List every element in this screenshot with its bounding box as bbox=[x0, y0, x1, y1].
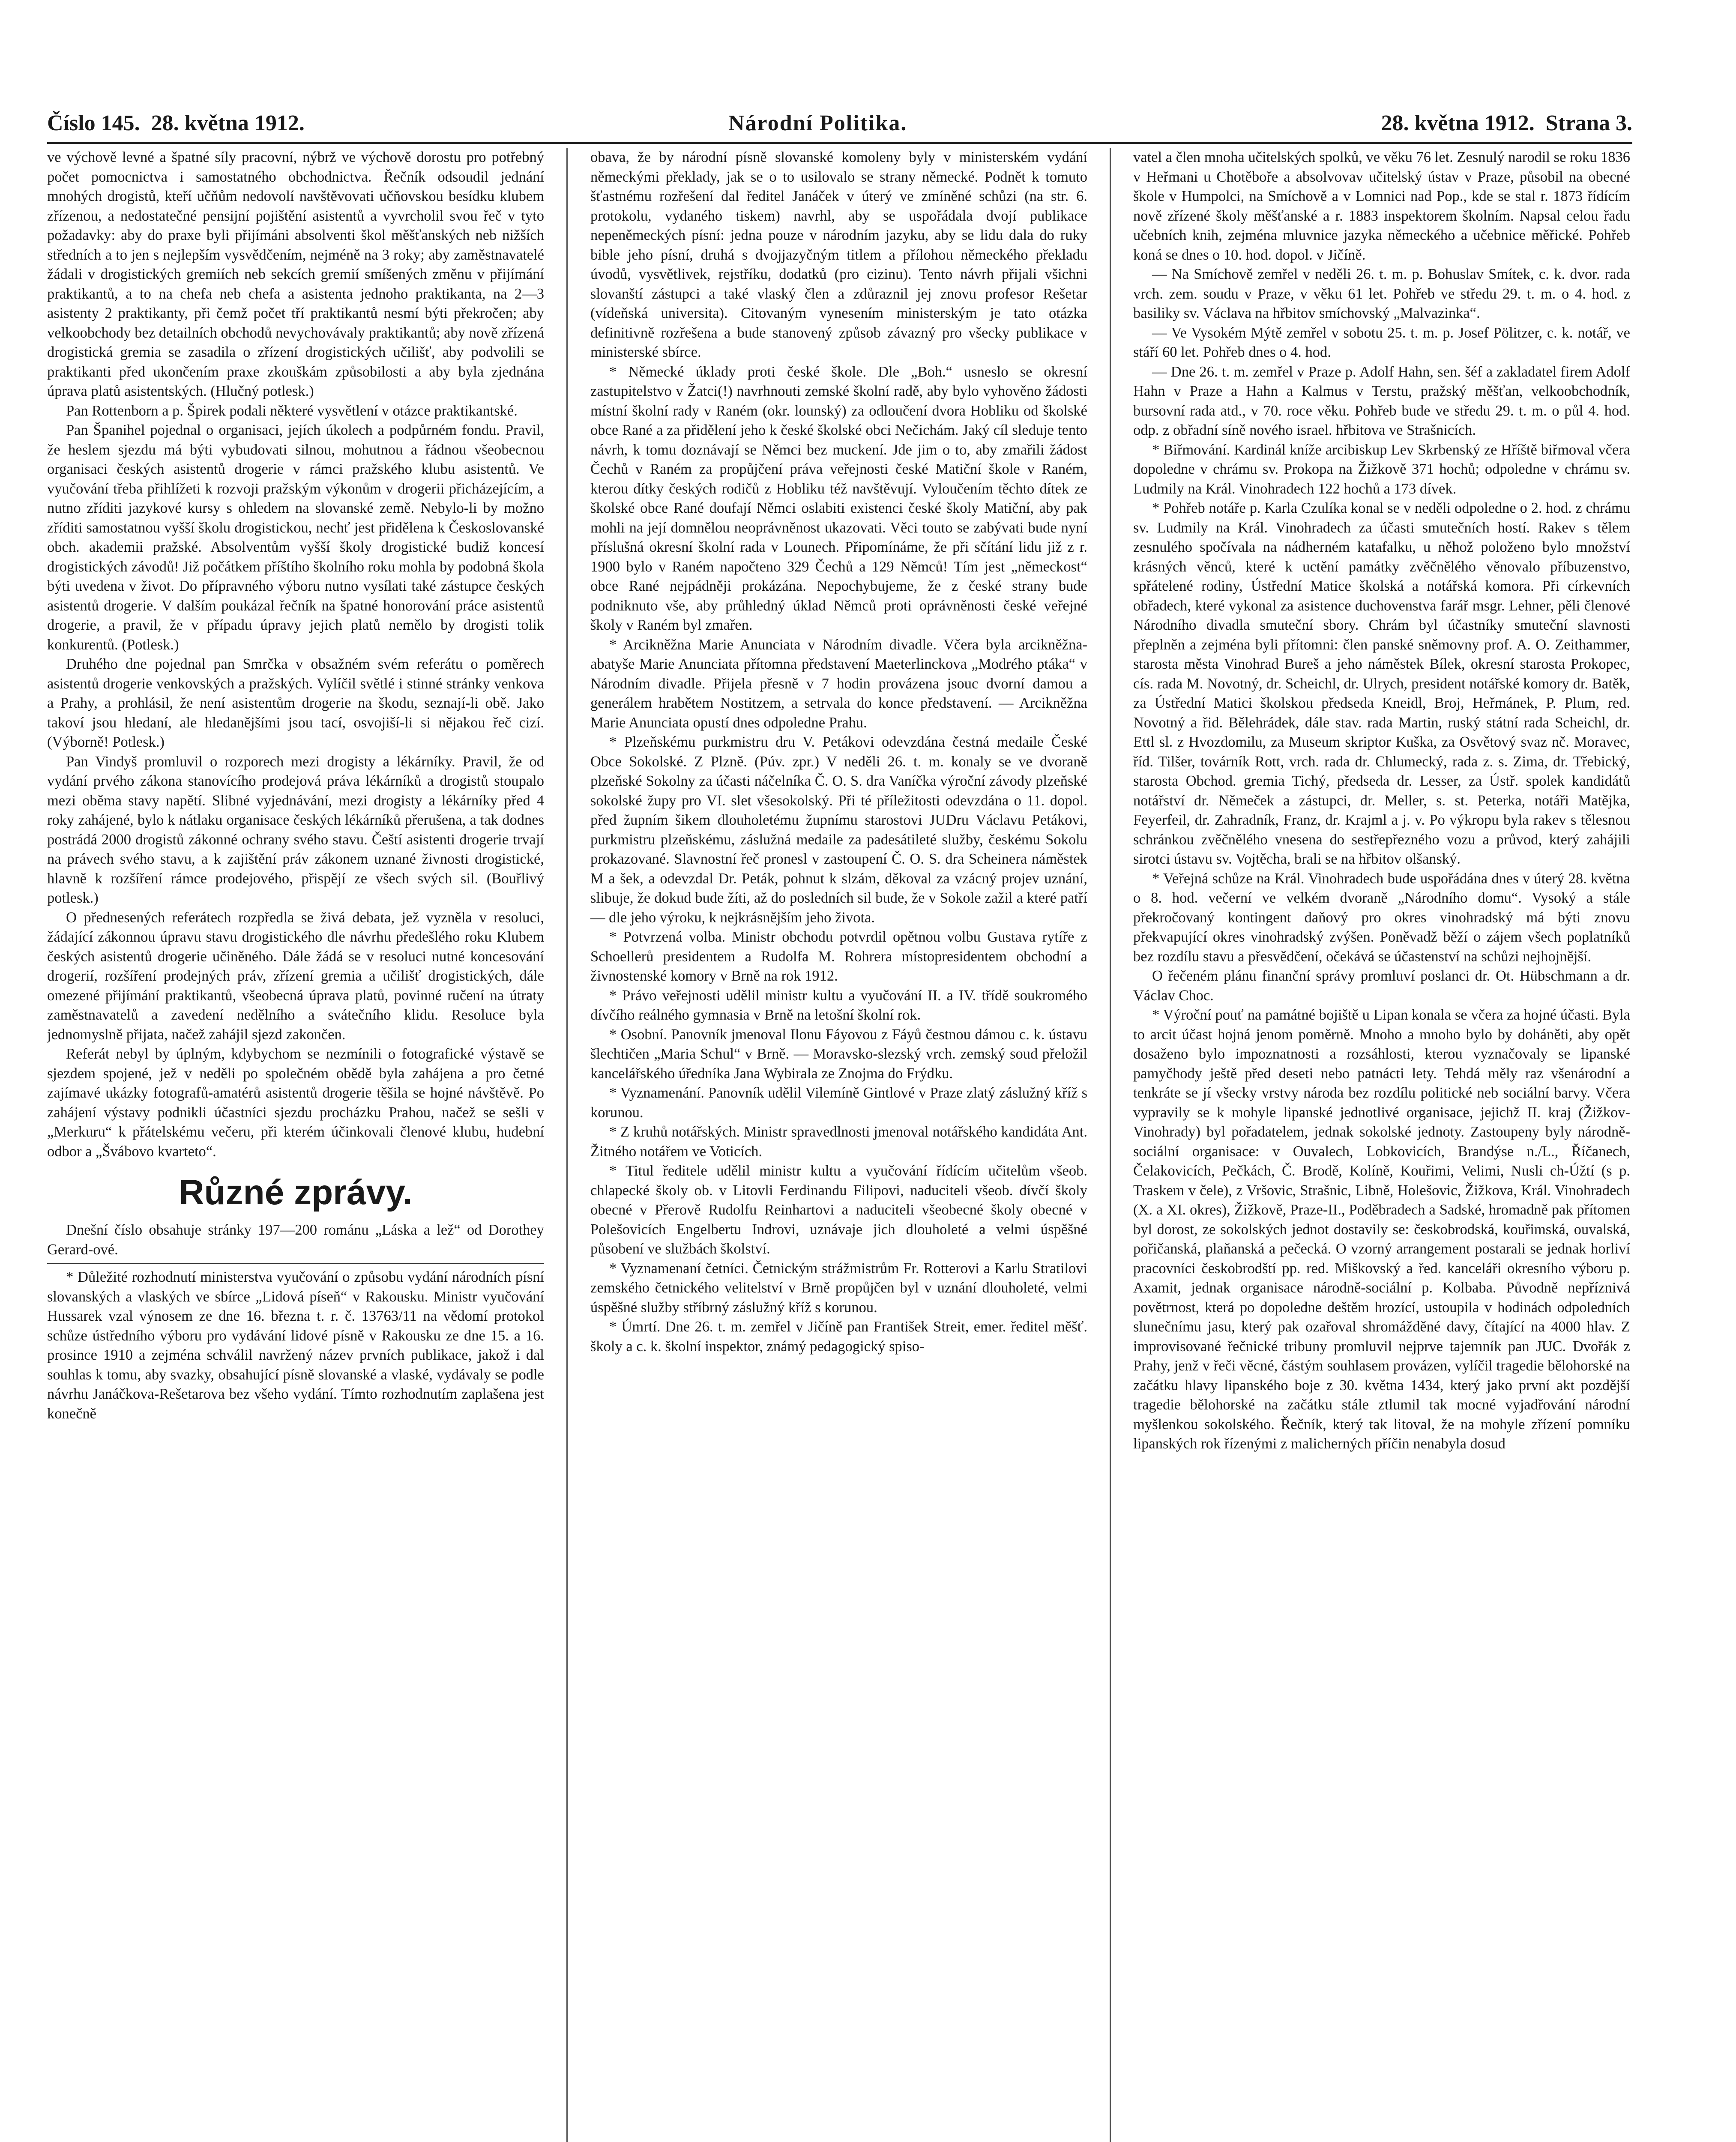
article-paragraph: ve výchově levné a špatné síly pracovní, nýbrž ve výchově dorostu pro potřebný počet pomocnictva i samostatného obchodnictva. Řečník odsoudil jednání mnohých drogistů, kteří učňům nedovolí navštěvovati učňovskou besídku klubem zřízenou, a nedostatečné pensijní pojištění asistentů a vyvrcholil svou řeč v tyto požadavky: aby do praxe byli přijímáni absolventi škol měšťanských neb nižších středních a to jen s nejlepším vysvědčením, nejméně na 3 roky; aby zaměstnavatelé žádali v drogistických gremiích neb sekcích gremií smíšených změnu v přijímání praktikantů, a to na chefa neb chefa a asistenta jednoho praktikanta, na 2—3 asistenty 2 praktikanty, při čemž počet tří praktikantů nesmí býti překročen; aby velkoobchody bez detailních obchodů nevychovávaly praktikantů; aby nově zřízená drogistická gremia se zasadila o zřízení drogistických učilišť, aby podvolili se praktikanti před ukončením praxe zkouškám způsobilosti a aby byla zjednána úprava platů asistentských. (Hlučný potlesk.) bbox=[47, 149, 544, 399]
news-item: * Arcikněžna Marie Anunciata v Národním divadle. Včera byla arcikněžna-abatyše Marie Anunciata přítomna představení Maeterlinckova „Modrého ptáka“ v Národním divadle. Přijela přesně v 7 hodin provázena jsouc dvorní damou a generálem hrabětem Nostitzem, a setrvala do konce představení. — Arcikněžna Marie Anunciata opustí dnes odpoledne Prahu. bbox=[590, 636, 1087, 731]
news-item: * Právo veřejnosti udělil ministr kultu a vyučování II. a IV. třídě soukromého dívčího reálného gymnasia v Brně na letošní školní rok. bbox=[590, 987, 1087, 1023]
article-paragraph: Pan Vindyš promluvil o rozporech mezi drogisty a lékárníky. Pravil, že od vydání prvého zákona stanovícího prodejová práva lékárníků a drogistů stoupalo mezi oběma stavy napětí. Slibné vyjednávání, mezi drogisty a lékárníky před 4 roky zahájené, bylo k nátlaku organisace českých lékárníků přerušena, a tak dodnes postrádá 2000 drogistů zákonné ochrany svého stavu. Čeští asistenti drogerie trvají na právech svého stavu, a k zajištění práv zákonem uznané živnosti drogistické, hlavně k rozšíření rámce prodejového, přispějí ze všech svých sil. (Bouřlivý potlesk.) bbox=[47, 753, 544, 906]
column-3 bbox=[1133, 148, 1630, 1454]
news-item: Dnešní číslo obsahuje stránky 197—200 románu „Láska a lež“ od Dorothey Gerard-ové. bbox=[47, 1222, 544, 1258]
news-item: * Výroční pouť na památné bojiště u Lipan konala se včera za hojné účasti. Byla to arcit účast hojná jenom poměrně. Mnoho a mnoho bylo by doháněti, aby opět dosaženo bylo impoznatnosti a rozsáhlosti, kterou vyznačovaly se lipanské pamyčhody ještě před deseti nebo patnácti lety. Tehdá měly raz všenárodní a tenkráte se jí všecky vrstvy národa bez rozdílu politické neb sociální barvy. Včera vypravily se k mohyle lipanské jednotlivé organisace, jejichž II. kraj (Žižkov-Vinohrady) byl pořadatelem, jednak sokolské jednoty. Zastoupeny byly národně-sociální organisace: v Ouvalech, Lobkovicích, Brandýse n./L., Říčanech, Čelakovicích, Pečkách, Č. Brodě, Kolíně, Kouřimi, Velimi, Nusli ch-Úžtí (s p. Traskem v čele), z Vršovic, Strašnic, Libně, Holešovic, Žižkova, Král. Vinohradech (X. a XI. okres), Žižkově, Praze-II., Poděbradech a Sadské, hromadně pak přítomen byl dorost, ze sokolských jednot dostavily se: českobrodská, kouřimská, ouvalská, pořičanská, plaňanská a pečecká. O vzorný arrangement postarali se jednak horliví pracovníci českobrodští pp. red. Miškovský a řed. kanceláři okresního výboru p. Axamit, jednak organisace národně-sociální p. Kolbaba. Původně nepříznivá povětrnost, která po dopoledne deštěm hrozící, ustoupila v hodinách odpoledních slunečnímu jasu, který pak ozařoval shromážděné davy, čítající na 4000 hlav. Z improvisované řečnické tribuny promluvil nejprve tajemník pan JUC. Dvořák z Prahy, jenž v řeči věcné, částým souhlasem provázen, vylíčil tragedie bělohorské na začátku hlavy lipanského boje z 30. května 1434, který jako první akt pozdější tragedie bělohorské na začátku stále ztlumil tak mocné vyjadřování národní myšlenkou sokolského. Řečník, který tak litoval, že na mohyle zřízení pomníku lipanských rok řízenými z malicherných příčin nenabyla dosud bbox=[1133, 1007, 1630, 1452]
news-item: * Důležité rozhodnutí ministerstva vyučování o způsobu vydání národních písní slovanských a vlaských ve sbírce „Lidová píseň“ v Rakousku. Ministr vyučování Hussarek vzal výnosem ze dne 16. března t. r. č. 13763/11 na vědomí protokol schůze ústředního výboru pro vydávání lidové písně v Rakousku ze dne 15. a 16. prosince 1910 a zejména schválil navržený název prvních publikace, jakož i dal souhlas k tomu, aby svazky, obsahující písně slovanské a vlaské, vydávaly se podle návrhu Janáčkova-Rešetarova bez všeho vydání. Tímto rozhodnutím zaplašena jest konečně bbox=[47, 1269, 544, 1422]
news-item: * Plzeňskému purkmistru dru V. Petákovi odevzdána čestná medaile České Obce Sokolské. Z Plzně. (Púv. zpr.) V neděli 26. t. m. konaly se ve dvoraně plzeňské Sokolny za účasti náčelníka Č. O. S. dra Vaníčka výroční závody plzeňské sokolské župy pro VI. slet všesokolský. Při té příležitosti odevzdána o 11. dopol. před župním šikem dlouholetému župnímu starostovi JUDru Václavu Petákovi, purkmistru plzeňskému, záslužná medaile za padesátileté služby, českému Sokolu prokazované. Slavnostní řeč pronesl v zastoupení Č. O. S. dra Scheinera náměstek M a šek, a odevzdal Dr. Peták, pohnut k slzám, děkoval za vzácný projev uznání, slibuje, že dokud bude žíti, až do posledních sil bude, že v Sokole zažil a které patří — dle jeho výroku, k nejkrásnějším jeho života. bbox=[590, 734, 1087, 926]
news-item: * Potvrzená volba. Ministr obchodu potvrdil opětnou volbu Gustava rytíře z Schoellerů presidentem a Rudolfa M. Rohrera místopresidentem obchodní a živnostenské komory v Brně na rok 1912. bbox=[590, 929, 1087, 984]
column-1 bbox=[47, 148, 544, 1424]
separator-rule bbox=[47, 1263, 544, 1264]
section-heading: Různé zprávy. bbox=[179, 1173, 413, 1212]
news-item: * Německé úklady proti české škole. Dle „Boh.“ usneslo se okresní zastupitelstvo v Žatci(!) navrhnouti zemské školní radě, aby bylo vyhověno žádosti místní školní rady v Raném (okr. lounský) za odloučení dvora Hobliku od školské obce Rané a za přidělení jeho k české školské obci Nečichám. Jaký cíl sleduje tento návrh, k tomu doznávají se Němci bez muckení. Jde jim o to, aby zmařili žádost Čechů v Raném za propůjčení práva veřejnosti české Matiční škole v Raném, kterou dítky českých rodičů z Hobliku též navštěvují. Vyloučením těchto dítek ze školské obce Rané doufají Němci oslabiti existenci české školy Matiční, aby pak mohli na její domnělou neoprávněnost ukazovati. Věci touto se zabývati bude nyní příslušná okresní školní rada v Lounech. Připomínáme, že při sčítání lidu již z r. 1900 bylo v Raném napočteno 329 Čechů a 129 Němců! Tím jest „německost“ obce Rané nejpádněji prokázána. Nepochybujeme, že z české strany bude podniknuto vše, aby průhledný úklad Němců proti oprávněnosti české veřejné školy v Raném byl zmařen. bbox=[590, 363, 1087, 633]
newspaper-title: Národní Politika. bbox=[728, 111, 907, 135]
news-item: * Úmrtí. Dne 26. t. m. zemřel v Jičíně pan František Streit, emer. ředitel měšť. školy a c. k. školní inspektor, známý pedagogický spiso- bbox=[590, 1319, 1087, 1355]
obituary-item: — Ve Vysokém Mýtě zemřel v sobotu 25. t. m. p. Josef Pölitzer, c. k. notář, ve stáří 60 let. Pohřeb dnes o 4. hod. bbox=[1133, 324, 1630, 360]
column-divider bbox=[566, 148, 568, 2142]
news-item: * Vyznamenání. Panovník udělil Vilemíně Gintlové v Praze zlatý záslužný kříž s korunou. bbox=[590, 1085, 1087, 1121]
obituary-item: — Na Smíchově zemřel v neděli 26. t. m. p. Bohuslav Smítek, c. k. dvor. rada vrch. zem. soudu v Praze, v věku 61 let. Pohřeb ve středu 29. t. m. o 4. hod. z basiliky sv. Václava na hřbitov smíchovský „Malvazinka“. bbox=[1133, 266, 1630, 321]
news-item: * Z kruhů notářských. Ministr spravedlnosti jmenoval notářského kandidáta Ant. Žitného notářem ve Voticích. bbox=[590, 1124, 1087, 1160]
column-divider bbox=[1110, 148, 1111, 2142]
article-paragraph: vatel a člen mnoha učitelských spolků, ve věku 76 let. Zesnulý narodil se roku 1836 v Heřmani u Chotěboře a absolvovav učitelský ústav v Praze, působil na obecné škole v Humpolci, na Smíchově a v Lomnici nad Pop., kde se stal r. 1873 řídícím nově zřízené školy měšťanské a r. 1883 inspektorem školním. Napsal celou řadu učebních knih, zejména mluvnice jazyka německého a učebnice měřické. Pohřeb koná se dnes o 10. hod. dopol. v Jičíně. bbox=[1133, 149, 1630, 263]
page-header bbox=[47, 111, 1632, 141]
news-item: * Titul ředitele udělil ministr kultu a vyučování řídícím učitelům všeob. chlapecké školy ob. v Litovli Ferdinandu Filipovi, naduciteli všeob. dívčí školy obecné v Přerově Rudolfu Reinhartovi a naduciteli všeobecné školy obecné v Polešovicích Engelbertu Indrovi, uznávaje jich dlouholeté a velmi úspěšné působení ve službách školství. bbox=[590, 1163, 1087, 1257]
news-item: * Pohřeb notáře p. Karla Czulíka konal se v neděli odpoledne o 2. hod. z chrámu sv. Ludmily na Král. Vinohradech za účasti smutečních hostí. Rakev s tělem zesnulého spočívala na nádherném katafalku, u něhož položeno bylo množství krásných věnců, které k uctění památky zvěčnělého věnovalo příbuzenstvo, spřátelené rodiny, Ústřední Matice školská a notářská komora. Při církevních obřadech, které vykonal za asistence duchovenstva farář msgr. Lehner, pěli členové Národního divadla smuteční sbory. Chrám byl účastníky smuteční slavnosti přeplněn a zejména byli přítomni: člen panské sněmovny prof. A. O. Zeithammer, starosta města Vinohrad Bureš a jeho náměstek Bílek, okresní starosta Prokopec, cís. rada M. Novotný, dr. Scheichl, dr. Ulrych, president notářské komory dr. Batěk, za Ústřední Matici školskou předseda Kneidl, Broj, Heřmánek, P. Plum, red. Novotný a řid. Bělehrádek, dále stav. rada Martin, ruský státní rada Scheichl, dr. Ettl sl. z Hvozdomilu, za Museum skriptor Kuška, za Osvětový svaz nč. Moravec, říd. Tilšer, továrník Rott, vrch. rada dr. Chlumecký, rada z. s. Zima, dr. Třebický, starosta Obchod. gremia Tichý, předseda dr. Lesser, za Ústř. spolek kandidátů notářství dr. Němeček a zástupci, dr. Meller, s. st. Peterka, notáři Matějka, Feyerfeil, dr. Zahradník, Franz, dr. Krajml a j. v. Po výkropu byla rakev s tělesnou schránkou zvěčnělého vnesena do sestřepřezného vozu a průvod, který zahájili sirotci ústavu sv. Vojtěcha, brali se na hřbitov olšanský. bbox=[1133, 500, 1630, 867]
news-item: * Vyznamenaní četníci. Četnickým strážmistrům Fr. Rotterovi a Karlu Stratilovi zemského četnického velitelství v Brně propůjčen byl v uznání dlouholeté, velmi úspěšné služby stříbrný záslužný kříž s korunou. bbox=[590, 1260, 1087, 1316]
article-paragraph: O přednesených referátech rozpředla se živá debata, jež vyzněla v resoluci, žádající zákonnou úpravu stavu drogistického dle návrhu předešlého roku Klubem českých asistentů drogerie učiněného. Dále žádá se v resoluci nutné koncesování drogerií, rozšíření prodejných práv, zřízení gremia a učilišť drogistických, dále omezené přijímání praktikantů, všeobecná úprava platů, povinné ručení na útraty zaměstnavatelů a zavedení nedělního a svátečního klidu. Resoluce byla jednomyslně přijata, načež zahájil sjezd zakončen. bbox=[47, 909, 544, 1043]
header-rule bbox=[47, 142, 1632, 144]
article-paragraph: Druhého dne pojednal pan Smrčka v obsažném svém referátu o poměrech asistentů drogerie venkovských a pražských. Vylíčil světlé i stinné stránky venkova a Prahy, a prohlásil, že není asistentům drogerie na škodu, seznají-li obě. Jako takoví jsou hledaní, ale hledanějšími jsou tací, osvojiší-li si nějakou řeč cizí. (Výborně! Potlesk.) bbox=[47, 656, 544, 750]
article-paragraph: Pan Rottenborn a p. Špirek podali některé vysvětlení v otázce praktikantské. bbox=[66, 402, 518, 419]
page-date-number: 28. května 1912. Strana 3. bbox=[1381, 111, 1632, 135]
article-paragraph: obava, že by národní písně slovanské komoleny byly v ministerském vydání německými překlady, jak se o to usilovalo se strany německé. Podnět k tomuto šťastnému rozřešení dal ředitel Janáček v úterý ve zmíněné schůzi (na str. 6. protokolu, vydaného tiskem) navrhl, aby se uspořádala dvojí publikace nepeněmeckých písní: jedna pouze v národním jazyku, aby se lidu dala do ruky bible jeho písní, druhá s dvojjazyčným titlem a přílohou německého překladu úvodů, vysvětlivek, rejstříku, dodatků (pro cizinu). Tento návrh přijali všichni slovanští zástupci a také vlaský člen a zdůraznil jej znovu profesor Rešetar (vídeňská universita). Citovaným vynesením ministerským je tato otázka definitivně rozřešena a bude stanovený způsob závazný pro všecky publikace v ministerské sbírce. bbox=[590, 149, 1087, 360]
news-item: * Biřmování. Kardinál kníže arcibiskup Lev Skrbenský ze Hříště biřmoval včera dopoledne v chrámu sv. Prokopa na Žižkově 371 hochů; odpoledne v chrámu sv. Ludmily na Král. Vinohradech 122 hochů a 173 dívek. bbox=[1133, 441, 1630, 497]
column-2 bbox=[590, 148, 1087, 1356]
news-item: * Veřejná schůze na Král. Vinohradech bude uspořádána dnes v úterý 28. května o 8. hod. večerní ve velkém dvoraně „Národního domu“. Vysoký a stále překročovaný kontingent daňový pro okres vinohradský má býti znovu překvapující okres vinohradský zvýšen. Poněvadž běží o zájem všech poplatníků bez rozdílu stavu a přesvědčení, očekává se účastenství na schůzi nejhojnější. bbox=[1133, 870, 1630, 965]
obituary-item: — Dne 26. t. m. zemřel v Praze p. Adolf Hahn, sen. šéf a zakladatel firem Adolf Hahn v Praze a Hahn a Kalmus v Terstu, pražský měšťan, velkoobchodník, bursovní rada atd., v 70. roce věku. Pohřeb bude ve středu 29. t. m. o půl 4. hod. odp. z obřadní síně nového israel. hřbitova ve Strašnicích. bbox=[1133, 363, 1630, 438]
news-item: O řečeném plánu finanční správy promluví poslanci dr. Ot. Hübschmann a dr. Václav Choc. bbox=[1133, 968, 1630, 1004]
issue-number-date: Číslo 145. 28. května 1912. bbox=[47, 111, 305, 135]
article-paragraph: Pan Španihel pojednal o organisaci, jejích úkolech a podpůrném fondu. Pravil, že heslem sjezdu má býti vybudovati silnou, mohutnou a řádnou všeobecnou organisaci českých asistentů drogerie v rámci pražského klubu asistentů. Ve vyučování třeba přihlížeti k rozvoji pražským výkonům v drogerii přicházejícím, a nutno zříditi jazykové kursy s ohledem na slovanské země. Nebylo-li by možno zříditi samostatnou vyšší školu drogistickou, nechť jest přidělena k Českoslovanské obch. akademii pražské. Absolventům vyšší školy drogistické budiž koncesí drogistických závodů! Již počátkem příštího školního roku mohla by podobná škola býti uvedena v život. Do přípravného výboru nutno vysílati také zástupce českých asistentů drogerie. V dalším poukázal řečník na špatné honorování práce asistentů drogerie, a pravil, že v případu úpravy jejich platů nemělo by drogisti tolik konkurentů. (Potlesk.) bbox=[47, 422, 544, 653]
article-paragraph: Referát nebyl by úplným, kdybychom se nezmínili o fotografické výstavě se sjezdem spojené, jež v neděli po společném obědě byla zahájena a pro četné zajímavé ukázky fotografů-amatérů asistentů drogerie těšila se hojné návštěvě. Po zahájení výstavy podnikli účastníci sjezdu procházku Prahou, načež se sešli v „Merkuru“ k přátelskému večeru, při kterém účinkovali členové klubu, hudební odbor a „Švábovo kvarteto“. bbox=[47, 1046, 544, 1160]
news-item: * Osobní. Panovník jmenoval Ilonu Fáyovou z Fáyů čestnou dámou c. k. ústavu šlechtičen „Maria Schul“ v Brně. — Moravsko-slezský vrch. zemský soud přeložil kancelářského úředníka Jana Wybirala ze Znojma do Frýdku. bbox=[590, 1026, 1087, 1082]
